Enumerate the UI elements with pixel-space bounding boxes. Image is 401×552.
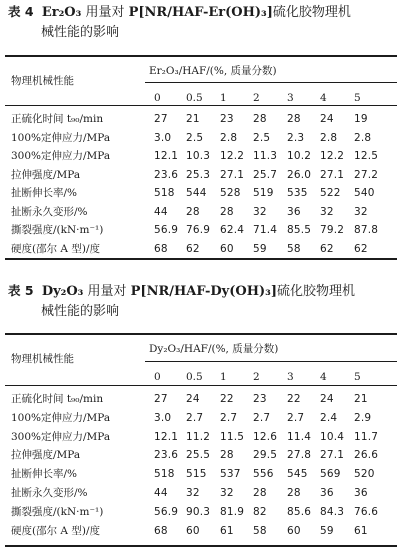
table-cell: 24 <box>186 393 200 405</box>
table-cell: 522 <box>320 187 341 199</box>
row-label: 扯断伸长率/% <box>11 468 78 481</box>
table-cell: 84.3 <box>320 505 345 518</box>
table-cell: 68 <box>154 242 168 255</box>
table-cell: 68 <box>154 524 168 537</box>
table-cell: 28 <box>186 205 200 218</box>
row-label: 撕裂强度/(kN·m⁻¹) <box>11 224 104 236</box>
table-cell: 10.2 <box>287 150 312 162</box>
table-cell: 569 <box>320 468 341 481</box>
table-cell: 3.0 <box>154 411 172 424</box>
table-cell: 22 <box>220 393 234 405</box>
table5-formula: Dy₂O₃ <box>41 284 84 299</box>
table-cell: 12.2 <box>320 150 345 162</box>
table-cell: 12.1 <box>154 430 179 443</box>
table-cell: 79.2 <box>320 224 345 236</box>
table-cell: 25.3 <box>186 168 211 181</box>
table4-header-rule <box>5 105 397 106</box>
table-cell: 32 <box>253 205 267 218</box>
table-cell: 11.5 <box>220 430 245 443</box>
table-cell: 2.7 <box>287 411 305 424</box>
table5-caption <box>8 281 396 322</box>
table-cell: 76.6 <box>354 505 379 518</box>
table-cell: 2.5 <box>186 131 204 144</box>
column-header: 3 <box>287 371 294 383</box>
row-label: 拉伸强度/MPa <box>11 449 81 462</box>
table-cell: 2.8 <box>320 131 338 144</box>
table-cell: 556 <box>253 468 274 481</box>
table-cell: 29.5 <box>253 449 278 462</box>
table-cell: 76.9 <box>186 224 211 236</box>
table-cell: 10.4 <box>320 430 345 443</box>
row-label: 扯断伸长率/% <box>11 187 78 199</box>
table-cell: 23 <box>220 113 234 125</box>
table5-caption-tail: 硫化胶物理机 <box>277 284 356 299</box>
table-cell: 520 <box>354 468 375 481</box>
table-cell: 27.2 <box>354 168 379 181</box>
table-cell: 2.7 <box>253 411 271 424</box>
row-label: 撕裂强度/(kN·m⁻¹) <box>11 505 104 518</box>
table-cell: 25.5 <box>186 449 211 462</box>
table-cell: 25.7 <box>253 168 278 181</box>
table-cell: 36 <box>354 487 368 499</box>
table4-caption-line2: 械性能的影响 <box>41 25 120 40</box>
table-cell: 12.5 <box>354 150 379 162</box>
table-cell: 535 <box>287 187 308 199</box>
table4-caption-mid: 用量对 <box>81 5 129 20</box>
table-cell: 545 <box>287 468 308 481</box>
table-cell: 62 <box>320 242 334 255</box>
table-cell: 90.3 <box>186 505 211 518</box>
table-cell: 518 <box>154 468 175 481</box>
table-cell: 12.1 <box>154 150 179 162</box>
table-cell: 540 <box>354 187 375 199</box>
column-header: 4 <box>320 371 327 383</box>
column-header: 1 <box>220 92 227 104</box>
table-cell: 28 <box>253 487 267 499</box>
table-cell: 32 <box>354 205 368 218</box>
table-cell: 3.0 <box>154 131 172 144</box>
table4-compound: P[NR/HAF-Er(OH)₃] <box>128 5 273 20</box>
column-header: 3 <box>287 92 294 104</box>
table-cell: 23 <box>253 393 267 405</box>
table-cell: 87.8 <box>354 224 379 236</box>
table-cell: 2.7 <box>220 411 238 424</box>
table-cell: 2.8 <box>354 131 372 144</box>
table-cell: 23.6 <box>154 168 179 181</box>
table-cell: 2.9 <box>354 411 372 424</box>
table-cell: 56.9 <box>154 505 179 518</box>
row-label: 扯断永久变形/% <box>11 487 88 499</box>
table-cell: 61 <box>354 524 368 537</box>
table5-number: 表 5 <box>8 283 34 298</box>
column-header: 0.5 <box>186 92 203 104</box>
table-cell: 28 <box>220 205 234 218</box>
table-cell: 26.0 <box>287 168 312 181</box>
row-label: 100%定伸应力/MPa <box>11 411 111 424</box>
column-header: 0 <box>154 92 161 104</box>
table-cell: 56.9 <box>154 224 179 236</box>
table-cell: 518 <box>154 187 175 199</box>
table-cell: 36 <box>287 205 301 218</box>
column-header: 4 <box>320 92 327 104</box>
column-header: 5 <box>354 92 361 104</box>
row-label: 300%定伸应力/MPa <box>11 430 111 443</box>
table-cell: 32 <box>320 205 334 218</box>
table5-top-rule <box>5 333 397 335</box>
table-cell: 22 <box>287 393 301 405</box>
table-cell: 2.8 <box>220 131 238 144</box>
table4-formula: Er₂O₃ <box>41 5 82 20</box>
table-cell: 81.9 <box>220 505 245 518</box>
column-header: 2 <box>253 92 260 104</box>
table4-caption <box>8 2 396 43</box>
table-cell: 60 <box>186 524 200 537</box>
row-label: 硬度(邵尔 A 型)/度 <box>11 242 100 255</box>
row-label: 硬度(邵尔 A 型)/度 <box>11 524 100 537</box>
table-cell: 59 <box>253 242 267 255</box>
column-header: 5 <box>354 371 361 383</box>
table5-group-rule <box>145 361 397 362</box>
table-cell: 26.6 <box>354 449 379 462</box>
table4-number: 表 4 <box>8 4 34 19</box>
table-cell: 32 <box>186 487 200 499</box>
table-cell: 28 <box>287 487 301 499</box>
row-label: 拉伸强度/MPa <box>11 168 81 181</box>
row-label: 300%定伸应力/MPa <box>11 150 111 162</box>
column-header: 1 <box>220 371 227 383</box>
table-cell: 27 <box>154 393 168 405</box>
table-cell: 28 <box>253 113 267 125</box>
table-cell: 2.3 <box>287 131 305 144</box>
table-cell: 11.4 <box>287 430 312 443</box>
column-header: 0 <box>154 371 161 383</box>
table-cell: 21 <box>186 113 200 125</box>
table4-group-header: Er₂O₃/HAF/(%, 质量分数) <box>149 65 277 77</box>
table4-top-rule <box>5 55 397 57</box>
table-cell: 11.7 <box>354 430 379 443</box>
table-cell: 19 <box>354 113 368 125</box>
table-cell: 528 <box>220 187 241 199</box>
table-cell: 60 <box>220 242 234 255</box>
table-cell: 58 <box>287 242 301 255</box>
table-cell: 27.1 <box>220 168 245 181</box>
table-cell: 71.4 <box>253 224 278 236</box>
table-cell: 44 <box>154 205 168 218</box>
table-cell: 2.5 <box>253 131 271 144</box>
table-cell: 27.1 <box>320 449 345 462</box>
table-cell: 36 <box>320 487 334 499</box>
table-cell: 10.3 <box>186 150 211 162</box>
table5-group-header: Dy₂O₃/HAF/(%, 质量分数) <box>149 343 279 355</box>
table-cell: 544 <box>186 187 207 199</box>
table4-param-header: 物理机械性能 <box>11 75 74 87</box>
column-header: 2 <box>253 371 260 383</box>
table-cell: 27 <box>154 113 168 125</box>
row-label: 正硫化时间 t₉₀/min <box>11 393 104 405</box>
row-label: 扯断永久变形/% <box>11 205 88 218</box>
table-cell: 82 <box>253 505 267 518</box>
table-cell: 85.5 <box>287 224 312 236</box>
table-cell: 62 <box>354 242 368 255</box>
table-cell: 58 <box>253 524 267 537</box>
table-cell: 60 <box>287 524 301 537</box>
table-cell: 62 <box>186 242 200 255</box>
table-cell: 27.1 <box>320 168 345 181</box>
table-cell: 59 <box>320 524 334 537</box>
table-cell: 515 <box>186 468 207 481</box>
table-cell: 28 <box>287 113 301 125</box>
table-cell: 11.3 <box>253 150 278 162</box>
table4-caption-tail: 硫化胶物理机 <box>272 5 351 20</box>
row-label: 正硫化时间 t₉₀/min <box>11 113 104 125</box>
table-cell: 2.4 <box>320 411 338 424</box>
table-cell: 23.6 <box>154 449 179 462</box>
column-header: 0.5 <box>186 371 203 383</box>
table-cell: 32 <box>220 487 234 499</box>
table-cell: 21 <box>354 393 368 405</box>
table-cell: 61 <box>220 524 234 537</box>
table5-header-rule <box>5 385 397 386</box>
table-cell: 12.2 <box>220 150 245 162</box>
table-cell: 12.6 <box>253 430 278 443</box>
table5-param-header: 物理机械性能 <box>11 353 74 365</box>
table-cell: 2.7 <box>186 411 204 424</box>
table-cell: 28 <box>220 449 234 462</box>
table-cell: 62.4 <box>220 224 245 236</box>
table4-bottom-rule <box>5 258 397 260</box>
table-cell: 85.6 <box>287 505 312 518</box>
row-label: 100%定伸应力/MPa <box>11 131 111 144</box>
table5-compound: P[NR/HAF-Dy(OH)₃] <box>130 284 277 299</box>
table5-bottom-rule <box>5 545 397 547</box>
table-cell: 11.2 <box>186 430 211 443</box>
table-cell: 24 <box>320 113 334 125</box>
table-cell: 24 <box>320 393 334 405</box>
table-cell: 519 <box>253 187 274 199</box>
table5-caption-mid: 用量对 <box>83 284 131 299</box>
table4-group-rule <box>145 82 397 83</box>
table-cell: 27.8 <box>287 449 312 462</box>
table-cell: 537 <box>220 468 241 481</box>
table-cell: 44 <box>154 487 168 499</box>
table5-caption-line2: 械性能的影响 <box>41 304 120 319</box>
